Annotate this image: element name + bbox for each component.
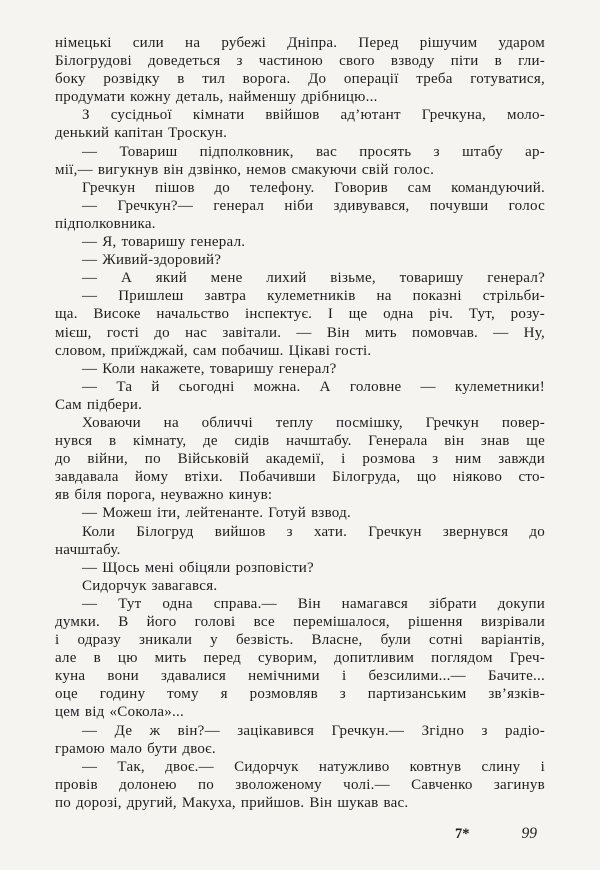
text-line: провів долонею по зволоженому чолі.— Савченко загинув xyxy=(55,776,545,793)
text-line: словом, приїжджай, сам побачиш. Цікаві гості. xyxy=(55,342,372,359)
text-line: мієш, гості до нас завітали. — Він мить помовчав. — Ну, xyxy=(55,324,545,341)
page-number: 99 xyxy=(521,825,537,843)
text-line: денький капітан Троскун. xyxy=(55,125,228,142)
text-line: оце годину тому я розмовляв з партизанським зв’язків- xyxy=(55,686,545,703)
text-line: нувся в кімнату, де сидів начштабу. Генерала він знав ще xyxy=(55,433,545,450)
text-line: Гречкун пішов до телефону. Говорив сам командуючий. xyxy=(82,179,545,196)
text-line: яв біля порога, неуважно кинув: xyxy=(55,487,273,504)
text-column xyxy=(55,34,545,843)
text-line: але в цю мить перед суворим, допитливим поглядом Греч- xyxy=(55,650,545,667)
text-line: завдавала йому втіхи. Побачивши Білогруда, що ніяково сто- xyxy=(55,469,545,486)
text-line: грамою мало бути двоє. xyxy=(55,740,216,757)
text-line: думки. В його голові все перемішалося, рішення визрівали xyxy=(55,614,545,630)
text-line: ща. Високе начальство інспектує. І ще одна річ. Тут, розу- xyxy=(55,306,545,323)
page-footer xyxy=(55,825,545,843)
text-line: Коли Білогруд вийшов з хати. Гречкун звернувся до xyxy=(82,523,545,540)
text-line: — Так, двоє.— Сидорчук натужливо ковтнув слину і xyxy=(82,758,545,775)
text-line: продумати кожну деталь, найменшу дрібницю... xyxy=(55,89,378,106)
text-line: боку розвідку в тил ворога. До операції треба готуватися, xyxy=(55,71,545,88)
text-line: куна вони здавалися немічними і безсилими...— Бачите... xyxy=(55,668,545,685)
text-line: підполковника. xyxy=(55,215,156,232)
text-line: — А який мене лихий візьме, товаришу генерал? xyxy=(82,270,545,287)
text-line: — Коли накажете, товаришу генерал? xyxy=(82,360,337,377)
text-line: З сусідньої кімнати ввійшов ад’ютант Гречкуна, моло- xyxy=(82,107,545,124)
signature-mark: 7* xyxy=(455,826,470,843)
text-line: — Де ж він?— зацікавився Гречкун.— Згідно з радіо- xyxy=(82,722,545,739)
text-line: німецькі сили на рубежі Дніпра. Перед рішучим ударом xyxy=(55,35,545,51)
text-line: цем від «Сокола»... xyxy=(55,704,185,721)
text-line: — Можеш іти, лейтенанте. Готуй взвод. xyxy=(82,505,352,522)
text-line: і одразу зникали у безвість. Власне, були сотні варіантів, xyxy=(55,632,545,649)
text-line: — Щось мені обіцяли розповісти? xyxy=(82,559,314,576)
text-line: — Живий-здоровий? xyxy=(82,252,222,269)
text-line: по дорозі, другий, Макуха, прийшов. Він шукав вас. xyxy=(55,794,409,811)
text-line: Сидорчук завагався. xyxy=(82,577,218,594)
text-line: — Тут одна справа.— Він намагався зібрати докупи xyxy=(82,595,545,612)
page-text xyxy=(55,34,545,812)
text-line: до війни, по Військовій академії, і розмова з ним завжди xyxy=(55,451,545,468)
text-line: — Я, товаришу генерал. xyxy=(82,234,246,251)
text-line: — Товариш підполковник, вас просять з штабу ар- xyxy=(82,143,545,160)
text-line: Ховаючи на обличчі теплу посмішку, Гречкун повер- xyxy=(82,414,545,431)
text-line: — Пришлеш завтра кулеметників на показні стрільби- xyxy=(82,288,545,305)
text-line: Білогрудові доведеться з частиною свого взводу піти в гли- xyxy=(55,53,545,70)
text-line: начштабу. xyxy=(55,541,121,558)
text-line: — Гречкун?— генерал ніби здивувався, почувши голос xyxy=(82,197,545,214)
text-line: — Та й сьогодні можна. А головне — кулеметники! xyxy=(82,378,545,395)
text-line: мії,— вигукнув він дзвінко, немов смакуючи свій голос. xyxy=(55,161,435,178)
text-line: Сам підбери. xyxy=(55,396,143,413)
